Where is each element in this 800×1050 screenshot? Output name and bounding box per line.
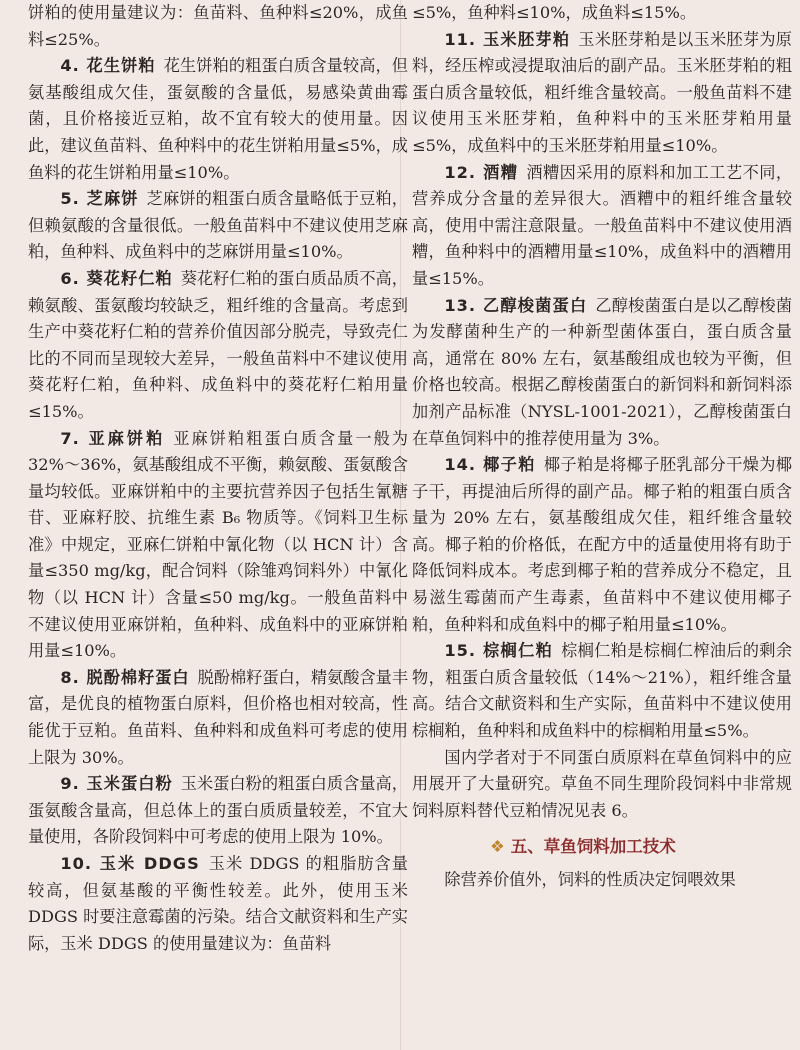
item-text: 脱酚棉籽蛋白，精氨酸含量丰富，是优良的植物蛋白原料，但价格也相对较高，性能优于豆粕。鱼苗料、鱼种料和成鱼料可考虑的使用上限为 30%。 (28, 667, 409, 767)
item-text: 酒糟因采用的原料和加工工艺不同，营养成分含量的差异很大。酒糟中的粗纤维含量较高，使用中需注意限量。一般鱼苗料中不建议使用酒糟，鱼种料中的酒糟用量≤10%，成鱼料中的酒糟用量≤15%。 (412, 162, 793, 288)
item-cottonseed-protein (28, 665, 408, 771)
paragraph-continued: 饼粕的使用量建议为：鱼苗料、鱼种料≤20%，成鱼料≤25%。 (28, 3, 408, 49)
item-title: 6. 葵花籽仁粕 (60, 268, 173, 288)
item-text: 玉米 DDGS 的粗脂肪含量较高，但氨基酸的平衡性较差。此外，使用玉米 DDGS 时要注意霉菌的污染。结合文献资料和生产实际，玉米 DDGS 的使用量建议为：鱼苗料 (28, 854, 408, 953)
item-text: 玉米胚芽粕是以玉米胚芽为原料，经压榨或浸提取油后的副产品。玉米胚芽粕的粗蛋白质含量较低，粗纤维含量较高。一般鱼苗料不建议使用玉米胚芽粕，鱼种料中的玉米胚芽粕用量≤5%，成鱼料中的玉米胚芽粕用量≤10%。 (412, 29, 792, 155)
right-column (412, 0, 792, 894)
item-title: 7. 亚麻饼粕 (60, 428, 166, 448)
item-title: 11. 玉米胚芽粕 (444, 29, 571, 49)
left-column (28, 0, 408, 957)
item-peanut-meal (28, 53, 408, 186)
item-distillers-grains (412, 160, 792, 293)
item-linseed-meal (28, 426, 408, 665)
section-heading-text: 五、草鱼饲料加工技术 (510, 837, 676, 857)
item-text: 葵花籽仁粕的蛋白质品质不高，赖氨酸、蛋氨酸均较缺乏，粗纤维的含量高。考虑到生产中葵花籽仁粕的营养价值因部分脱壳，导致壳仁比的不同而呈现较大差异，一般鱼苗料中不建议使用葵花籽仁粕，鱼种料、成鱼料中的葵花籽仁粕用量≤15%。 (28, 268, 408, 421)
item-text: 玉米蛋白粉的粗蛋白质含量高，蛋氨酸含量高，但总体上的蛋白质质量较差，不宜大量使用，各阶段饲料中可考虑的使用上限为 10%。 (28, 774, 408, 847)
diamond-bullet-icon: ❖ (490, 837, 505, 857)
item-text: 芝麻饼的粗蛋白质含量略低于豆粕，但赖氨酸的含量很低。一般鱼苗料中不建议使用芝麻粕，鱼种料、成鱼料中的芝麻饼用量≤10%。 (28, 189, 408, 262)
item-title: 12. 酒糟 (444, 162, 519, 182)
closing-paragraph: 国内学者对于不同蛋白质原料在草鱼饲料中的应用展开了大量研究。草鱼不同生理阶段饲料中非常规饲料原料替代豆粕情况见表 6。 (412, 747, 792, 820)
item-title: 14. 椰子粕 (444, 455, 536, 475)
paragraph-continued: ≤5%，鱼种料≤10%，成鱼料≤15%。 (412, 3, 697, 22)
item-text: 棕榈仁粕是棕榈仁榨油后的剩余物，粗蛋白质含量较低（14%～21%），粗纤维含量高。结合文献资料和生产实际，鱼苗料中不建议使用棕榈粕，鱼种料和成鱼料中的棕榈粕用量≤5%。 (412, 641, 793, 741)
item-title: 15. 棕榈仁粕 (444, 641, 554, 661)
item-corn-germ-meal (412, 27, 792, 160)
item-sesame-cake (28, 186, 408, 266)
item-sunflower-meal (28, 266, 408, 426)
item-clostridium-protein (412, 293, 792, 453)
item-text: 椰子粕是将椰子胚乳部分干燥为椰子干，再提油后所得的副产品。椰子粕的粗蛋白质含量为 20% 左右，氨基酸组成欠佳，粗纤维含量较高。椰子粕的价格低，在配方中的适量使用将有助于降低饲料成本。考虑到椰子粕的营养成分不稳定，且易滋生霉菌而产生毒素，鱼苗料中不建议使用椰子粕，鱼种料和成鱼料中的椰子粕用量≤10%。 (412, 455, 793, 634)
item-title: 4. 花生饼粕 (60, 56, 156, 76)
item-title: 9. 玉米蛋白粉 (60, 774, 173, 794)
item-text: 乙醇梭菌蛋白是以乙醇梭菌为发酵菌种生产的一种新型菌体蛋白，蛋白质含量高，通常在 80% 左右，氨基酸组成也较为平衡，但价格也较高。根据乙醇梭菌蛋白的新饲料和新饲料添加剂产品标准（NYSL-1001-2021），乙醇梭菌蛋白在草鱼饲料中的推荐使用量为 3%。 (412, 295, 793, 448)
section-intro-paragraph: 除营养价值外，饲料的性质决定饲喂效果 (444, 870, 736, 889)
item-title: 5. 芝麻饼 (60, 189, 139, 209)
item-title: 13. 乙醇梭菌蛋白 (444, 295, 588, 315)
section-heading (412, 834, 792, 861)
item-coconut-meal (412, 452, 792, 638)
item-palm-kernel-meal (412, 638, 792, 744)
item-text: 花生饼粕的粗蛋白质含量较高，但氨基酸组成欠佳，蛋氨酸的含量低，易感染黄曲霉菌，且价格接近豆粕，故不宜有较大的使用量。因此，建议鱼苗料、鱼种料中的花生饼粕用量≤5%，成鱼料的花生饼粕用量≤10%。 (28, 56, 408, 182)
item-corn-gluten-meal (28, 771, 408, 851)
item-corn-ddgs (28, 851, 408, 957)
item-text: 亚麻饼粕粗蛋白质含量一般为 32%～36%，氨基酸组成不平衡，赖氨酸、蛋氨酸含量均较低。亚麻饼粕中的主要抗营养因子包括生氰糖苷、亚麻籽胶、抗维生素 B₆ 物质等。《饲料卫生标准》中规定，亚麻仁饼粕中氰化物（以 HCN 计）含量≤350 mg/kg，配合饲料（除雏鸡饲料外）中氰化物（以 HCN 计）含量≤50 mg/kg。一般鱼苗料中不建议使用亚麻饼粕，鱼种料、成鱼料中的亚麻饼粕用量≤10%。 (28, 428, 408, 661)
item-title: 10. 玉米 DDGS (60, 854, 200, 873)
item-title: 8. 脱酚棉籽蛋白 (60, 667, 190, 687)
